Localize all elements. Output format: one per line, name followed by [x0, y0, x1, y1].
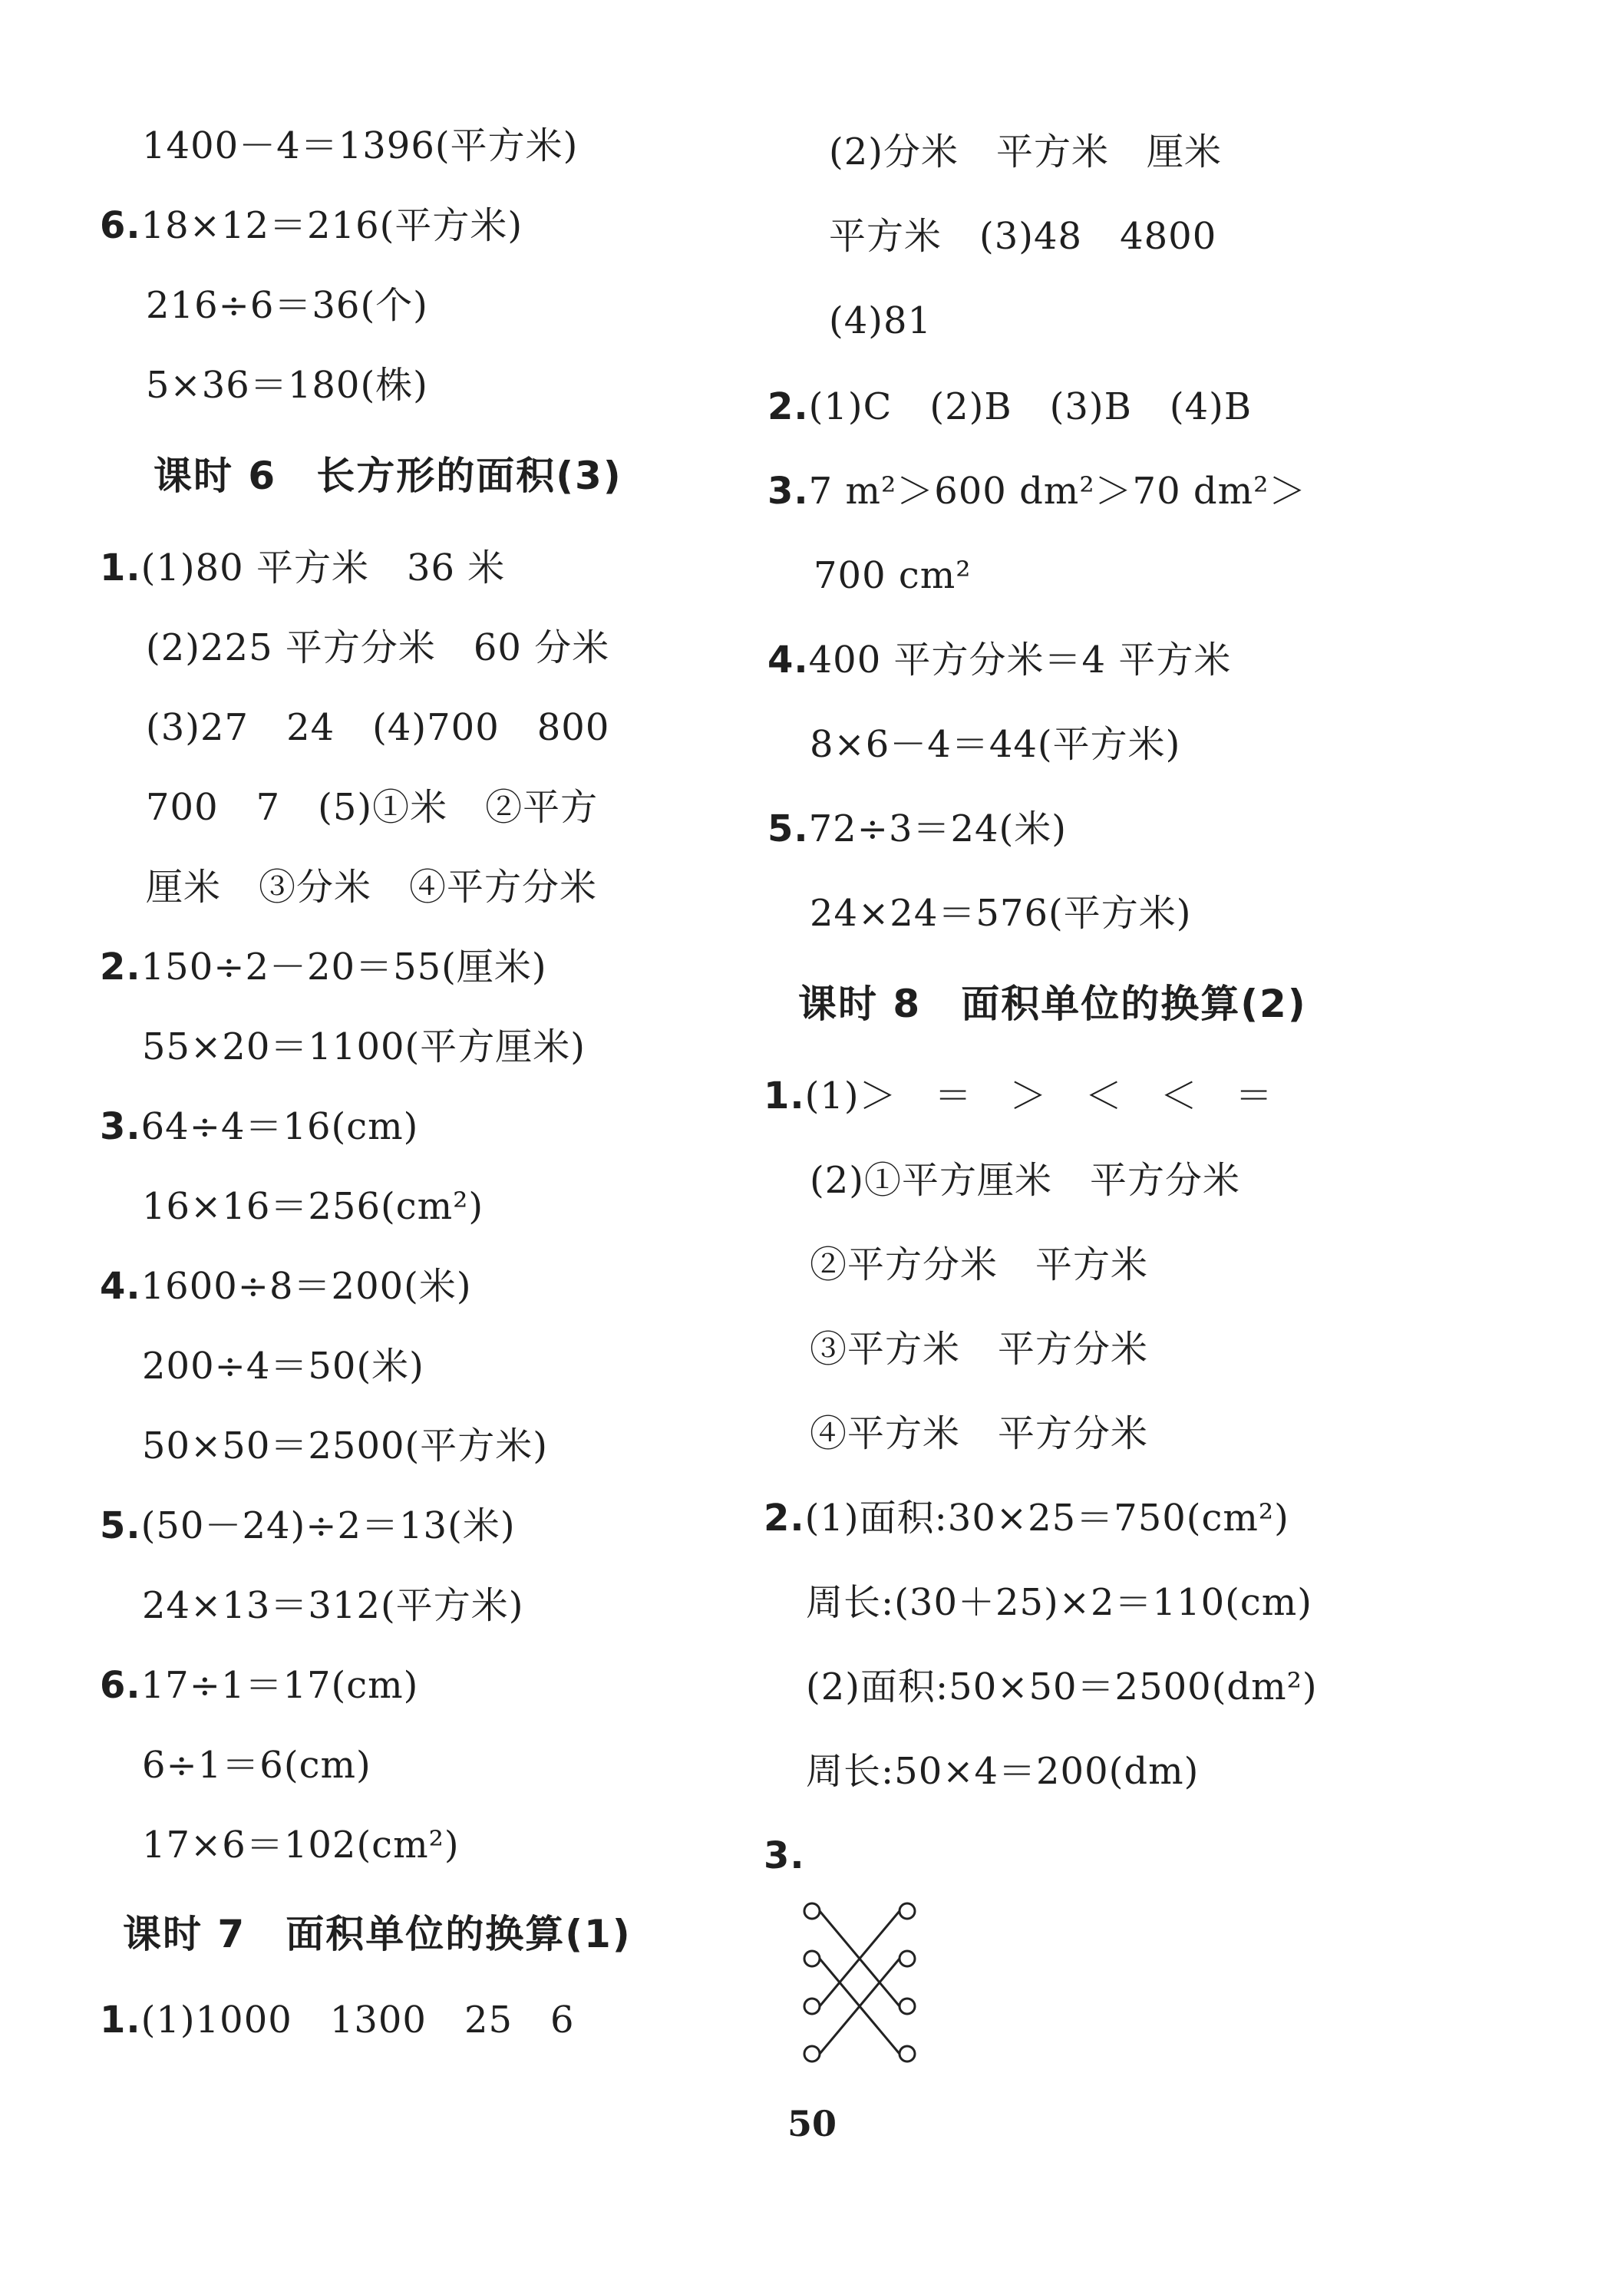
answer-line: (2)225 平方分米 60 分米: [146, 626, 610, 669]
answer-line: (2)分米 平方米 厘米: [829, 130, 1222, 173]
item-number: 3.: [764, 1834, 805, 1877]
answer-line: (3)27 24 (4)700 800: [146, 706, 610, 749]
answer-line: 厘米 ③分米 ④平方分米: [146, 866, 598, 909]
answer-line: 周长:50×4＝200(dm): [806, 1750, 1200, 1793]
answer-item: [764, 1495, 1289, 1541]
answer-text: 7 m²＞600 dm²＞70 dm²＞: [808, 470, 1307, 513]
matching-points: [804, 1903, 915, 2061]
answer-item: [764, 1833, 805, 1879]
section-heading: 课时 7 面积单位的换算(1): [123, 1912, 632, 1956]
answer-text: (1)＞ ＝ ＞ ＜ ＜ ＝: [804, 1074, 1273, 1117]
answer-text: 17÷1＝17(cm): [140, 1664, 419, 1707]
answer-item: [100, 545, 505, 591]
section-heading: 课时 8 面积单位的换算(2): [798, 982, 1307, 1026]
answer-text: (1)1000 1300 25 6: [140, 1999, 575, 2042]
answer-line: ②平方分米 平方米: [810, 1243, 1149, 1286]
right-point: [899, 2046, 915, 2061]
answer-text: 72÷3＝24(米): [808, 807, 1068, 850]
answer-text: 150÷2－20＝55(厘米): [140, 946, 547, 989]
answer-item: [100, 1662, 418, 1708]
answer-line: 平方米 (3)48 4800: [829, 215, 1217, 258]
item-number: 1.: [764, 1074, 805, 1117]
answer-text: 400 平方分米＝4 平方米: [808, 639, 1232, 682]
item-number: 3.: [100, 1105, 141, 1148]
answer-item: [767, 384, 1252, 430]
answer-item: [100, 944, 547, 990]
right-point: [899, 1999, 915, 2014]
answer-text: (50－24)÷2＝13(米): [140, 1504, 516, 1547]
answer-item: [767, 468, 1306, 514]
item-number: 5.: [767, 807, 809, 850]
answer-item: [100, 203, 523, 249]
answer-item: [764, 1073, 1273, 1119]
answer-text: 1600÷8＝200(米): [140, 1265, 472, 1308]
left-point: [804, 2046, 820, 2061]
item-number: 6.: [100, 1664, 141, 1707]
answer-text: 18×12＝216(平方米): [140, 204, 523, 247]
answer-line: 1400－4＝1396(平方米): [142, 124, 579, 167]
answer-item: [100, 1263, 472, 1309]
item-number: 1.: [100, 546, 141, 589]
page-number: 50: [787, 2103, 837, 2144]
answer-line: 55×20＝1100(平方厘米): [142, 1025, 586, 1068]
answer-text: (1)面积:30×25＝750(cm²): [804, 1497, 1289, 1540]
section-heading: 课时 6 长方形的面积(3): [153, 454, 622, 498]
item-number: 1.: [100, 1999, 141, 2042]
answer-item: [100, 1104, 418, 1150]
item-number: 2.: [764, 1497, 805, 1540]
answer-line: 6÷1＝6(cm): [142, 1744, 371, 1787]
item-number: 2.: [100, 946, 141, 989]
answer-item: [100, 1997, 575, 2043]
answer-text: 64÷4＝16(cm): [140, 1105, 419, 1148]
item-number: 3.: [767, 470, 809, 513]
answer-item: [100, 1503, 516, 1549]
answer-line: 17×6＝102(cm²): [142, 1824, 460, 1867]
answer-line: 216÷6＝36(个): [146, 284, 428, 327]
matching-diagram: [798, 1896, 921, 2065]
answer-line: 700 cm²: [814, 554, 972, 597]
answer-text: (1)80 平方米 36 米: [140, 546, 506, 589]
answer-line: 5×36＝180(株): [146, 364, 428, 407]
answer-line: ④平方米 平方分米: [810, 1412, 1149, 1455]
item-number: 5.: [100, 1504, 141, 1547]
answer-line: (2)面积:50×50＝2500(dm²): [806, 1665, 1318, 1708]
right-point: [899, 1951, 915, 1966]
item-number: 4.: [100, 1265, 141, 1308]
answer-text: (1)C (2)B (3)B (4)B: [808, 385, 1253, 428]
left-point: [804, 1999, 820, 2014]
answer-item: [767, 806, 1067, 852]
left-point: [804, 1951, 820, 1966]
answer-item: [767, 637, 1231, 683]
answer-line: 24×13＝312(平方米): [142, 1584, 524, 1627]
item-number: 4.: [767, 639, 809, 682]
answer-line: 24×24＝576(平方米): [810, 892, 1192, 935]
answer-line: (2)①平方厘米 平方分米: [810, 1159, 1240, 1202]
item-number: 2.: [767, 385, 809, 428]
answer-line: (4)81: [829, 299, 932, 342]
answer-line: 8×6－4＝44(平方米): [810, 723, 1181, 766]
right-point: [899, 1903, 915, 1919]
left-point: [804, 1903, 820, 1919]
answer-line: 200÷4＝50(米): [142, 1345, 424, 1388]
answer-line: 周长:(30＋25)×2＝110(cm): [806, 1581, 1313, 1624]
answer-line: 16×16＝256(cm²): [142, 1185, 484, 1228]
answer-line: 50×50＝2500(平方米): [142, 1424, 548, 1467]
item-number: 6.: [100, 204, 141, 247]
answer-line: ③平方米 平方分米: [810, 1328, 1149, 1371]
matching-lines: [820, 1911, 899, 2054]
answer-line: 700 7 (5)①米 ②平方: [146, 786, 599, 829]
